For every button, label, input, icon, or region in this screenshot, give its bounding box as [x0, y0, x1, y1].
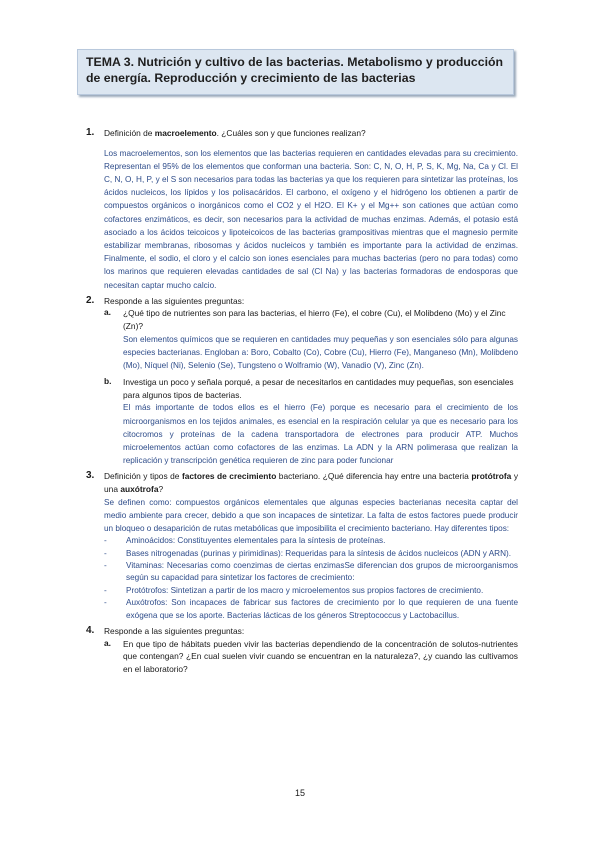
subquestion-a: [104, 638, 518, 676]
page-number: 15: [294, 788, 305, 798]
question-1: [86, 127, 518, 292]
subquestion-text: ¿Qué tipo de nutrientes son para las bacterias, el hierro (Fe), el cobre (Cu), el Molibdeno (Mo) y el Zinc (Zn)?: [123, 308, 506, 332]
term-prototrofa: protótrofa: [471, 471, 512, 482]
list-item: - Bases nitrogenadas (purinas y pirimidinas): Requeridas para la síntesis de ácidos nucleicos (ADN y ARN).: [104, 548, 518, 560]
dash-marker: -: [104, 536, 107, 546]
question-2: [86, 295, 518, 468]
document-body: [86, 127, 518, 675]
list-item: - Vitaminas: Necesarias como coenzimas de ciertas enzimasSe diferencian dos grupos de microorganismos según su capacidad para sintetizar los factores de crecimiento:: [104, 561, 518, 583]
subquestion-letter: a.: [104, 307, 111, 318]
question-number: 3.: [86, 470, 95, 482]
question-number: 2.: [86, 294, 95, 306]
question-number: 1.: [86, 127, 95, 138]
subquestion-letter: b.: [104, 376, 112, 387]
term-macroelemento: macroelemento: [154, 128, 217, 138]
subquestion-b: [104, 376, 518, 467]
question-number: 4.: [86, 625, 95, 637]
question-text: Definición y tipos de factores de crecimiento bacteriano. ¿Qué diferencia hay entre una bacteria protótrofa y una auxótrofa?: [104, 471, 519, 495]
answer-text: Se definen como: compuestos orgánicos elementales que algunas especies bacterianas necesita captar del medio ambiente para crecer, debido a que son incapaces de sintetizar. La falta de estos factores puede producir un bloqueo o desaparición de rutas metabólicas que imposibilita el crecimiento bacteriano. Hay diferentes tipos:: [104, 497, 518, 534]
question-3: [86, 470, 518, 622]
list-item: - Aminoácidos: Constituyentes elementales para la síntesis de proteínas.: [104, 535, 518, 547]
dash-marker: -: [104, 598, 107, 608]
chapter-title: TEMA 3. Nutrición y cultivo de las bacterias. Metabolismo y producción de energía. Reproducción y crecimiento de las bacterias: [86, 55, 504, 85]
answer-text: Los macroelementos, son los elementos que las bacterias requieren en cantidades elevadas para su crecimiento. Representan el 95% de los elementos que conforman una bacteria. Son: C, N, O, H, P, S, K, Mg, Na, Ca y Cl. El C, N, O, H, P, y el S son necesarios para todas las bacterias ya que los requieren para sintetizar las proteínas, los ácidos nucleicos, los lípidos y los polisacáridos. El carbono, el oxígeno y el hidrógeno los obtienen a partir de compuestos orgánicos o inorgánicos como el CO2 y el H2O. El K+ y el Mg++ son cationes que actúan como cofactores enzimáticos, es decir, son necesarios para la actividad de muchas enzimas. Además, el potasio está asociado a los ácidos teicoicos y lipoteicoicos de las bacterias grampositivas mientras que el magnesio permite estabilizar membranas, ribosomas y ácidos nucleicos y también es importante para la actividad de enzimas. Finalmente, el sodio, el cloro y el calcio son iones esenciales para muchas bacterias (pero no para todas) como los marinos que requieren elevadas cantidades de sal (Cl Na) y las bacterias formadoras de endosporas que necesitan captar mucho calcio.: [104, 148, 518, 290]
list-item: - Protótrofos: Sintetizan a partir de los macro y microelementos sus propios factores de crecimiento.: [104, 585, 518, 597]
term-factores: factores de crecimiento: [181, 471, 277, 482]
subquestion-text: Investiga un poco y señala porqué, a pesar de necesitarlos en cantidades muy pequeñas, son esenciales para algunos tipos de bacterias.: [123, 377, 514, 400]
subquestion-a: [104, 307, 518, 372]
subquestion-answer: El más importante de todos ellos es el hierro (Fe) porque es necesario para el crecimiento de los microorganismos en los tejidos animales, es esencial en la respiración celular ya que es necesario para los citocromos y proteínas de la cadena transportadora de electrones para producir ATP. Muchos microelementos actúan como cofactores de las enzimas. La ADN y la ARN polimerasa que realizan la replicación y transcripción genética requieren de zinc para poder funcionar: [123, 403, 518, 466]
subquestion-letter: a.: [104, 637, 111, 648]
question-4: [86, 625, 518, 675]
chapter-title-box: [77, 49, 514, 95]
list-item: - Auxótrofos: Son incapaces de fabricar sus factores de crecimiento por lo que requieren de una fuente exógena que se los aporte. Bacterias lácticas de los géneros Streptococcus y Lactobacillus.: [104, 598, 518, 620]
question-text: Responde a las siguientes preguntas:: [104, 626, 245, 637]
subquestion-text: En que tipo de hábitats pueden vivir las bacterias dependiendo de la concentración de solutos-nutrientes que contengan? ¿En cual suelen vivir cuando se encuentran en la naturaleza?, ¿y cuando las cultivamos en el laboratorio?: [123, 638, 518, 674]
dash-marker: -: [104, 548, 107, 558]
question-text: Definición de macroelemento. ¿Cuáles son y que funciones realizan?: [104, 128, 366, 138]
term-auxotrofa: auxótrofa: [120, 484, 159, 495]
dash-marker: -: [104, 561, 107, 571]
subquestion-answer: Son elementos químicos que se requieren en cantidades muy pequeñas y son esenciales sólo para algunas especies bacterianas. Engloban a: Boro, Cobalto (Co), Cobre (Cu), Hierro (Fe), Manganeso (Mn), Molibdeno (Mo), Níquel (Ni), Selenio (Se), Tungsteno o Wolframio (W), Vanadio (V), Zinc (Zn).: [123, 334, 518, 371]
question-text: Responde a las siguientes preguntas:: [104, 295, 245, 306]
dash-marker: -: [104, 585, 107, 595]
